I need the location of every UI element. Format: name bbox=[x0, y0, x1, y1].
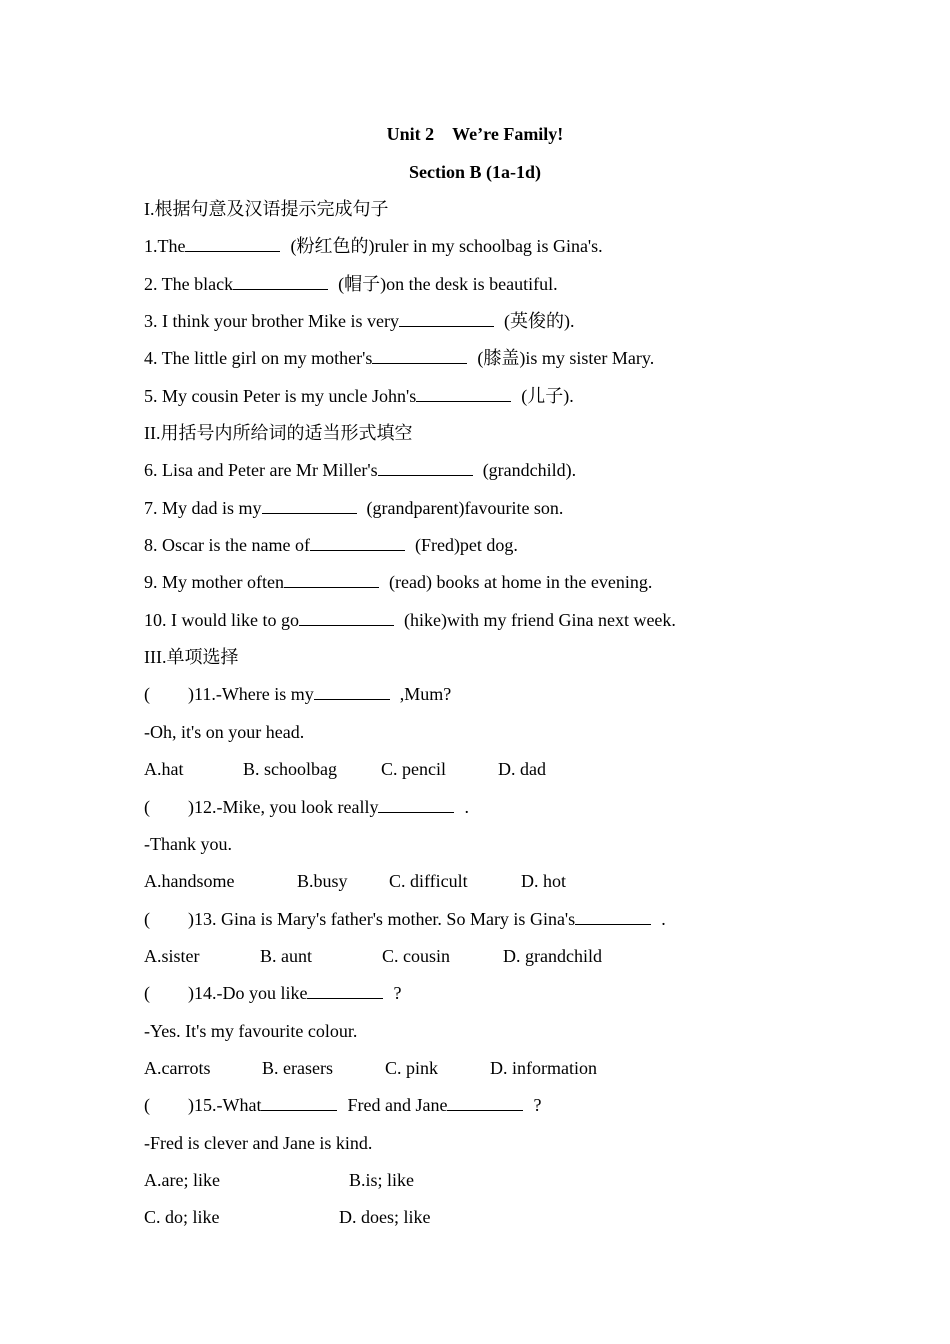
answer-blank[interactable] bbox=[284, 570, 379, 588]
question-hint: (Fred)pet dog. bbox=[414, 535, 518, 555]
question-hint: (膝盖)is my sister Mary. bbox=[477, 348, 655, 368]
answer-bracket[interactable]: ( bbox=[144, 684, 150, 704]
answer-blank[interactable] bbox=[307, 981, 383, 999]
question-9 bbox=[144, 570, 652, 594]
answer-blank[interactable] bbox=[378, 458, 473, 476]
question-15 bbox=[144, 1093, 541, 1117]
option-c[interactable]: C. cousin bbox=[382, 946, 451, 966]
option-a[interactable]: A.carrots bbox=[144, 1058, 211, 1078]
answer-bracket[interactable]: ( bbox=[144, 983, 150, 1003]
answer-bracket[interactable]: ( bbox=[144, 797, 150, 817]
question-hint: (英俊的). bbox=[503, 311, 575, 331]
option-b[interactable]: B.is; like bbox=[349, 1170, 415, 1190]
option-b[interactable]: B. aunt bbox=[260, 946, 312, 966]
question-hint: (hike)with my friend Gina next week. bbox=[404, 610, 676, 630]
question-1 bbox=[144, 234, 603, 258]
question-hint: (grandparent)favourite son. bbox=[366, 498, 564, 518]
question-7 bbox=[144, 496, 563, 520]
section-title: Section B (1a-1d) bbox=[409, 162, 541, 182]
option-b[interactable]: B. schoolbag bbox=[243, 759, 337, 779]
answer-blank[interactable] bbox=[575, 907, 651, 925]
answer-blank[interactable] bbox=[233, 272, 328, 290]
answer-blank[interactable] bbox=[378, 795, 454, 813]
option-b[interactable]: B.busy bbox=[297, 871, 348, 891]
option-c[interactable]: C. do; like bbox=[144, 1207, 220, 1227]
option-d[interactable]: D. dad bbox=[498, 759, 546, 779]
dialogue-answer: -Oh, it's on your head. bbox=[144, 722, 305, 742]
question-4 bbox=[144, 346, 654, 370]
dialogue-answer: -Yes. It's my favourite colour. bbox=[144, 1021, 358, 1041]
question-text: )12.-Mike, you look really bbox=[188, 797, 379, 817]
option-d[interactable]: D. hot bbox=[521, 871, 566, 891]
part3-heading: III.单项选择 bbox=[144, 647, 239, 667]
question-hint: (儿子). bbox=[521, 386, 574, 406]
question-text: 7. My dad is my bbox=[144, 498, 262, 518]
question-text: 3. I think your brother Mike is very bbox=[144, 311, 399, 331]
answer-blank[interactable] bbox=[314, 682, 390, 700]
answer-blank[interactable] bbox=[262, 496, 357, 514]
question-text: 5. My cousin Peter is my uncle John's bbox=[144, 386, 417, 406]
option-d[interactable]: D. does; like bbox=[339, 1207, 431, 1227]
option-a[interactable]: A.sister bbox=[144, 946, 200, 966]
question-text: 10. I would like to go bbox=[144, 610, 299, 630]
answer-blank[interactable] bbox=[299, 608, 394, 626]
question-text-mid: Fred and Jane bbox=[347, 1095, 448, 1115]
option-a[interactable]: A.handsome bbox=[144, 871, 235, 891]
question-text: )11.-Where is my bbox=[188, 684, 314, 704]
question-8 bbox=[144, 533, 518, 557]
question-text: 9. My mother often bbox=[144, 572, 284, 592]
dialogue-answer: -Thank you. bbox=[144, 834, 232, 854]
question-text-end: . bbox=[464, 797, 469, 817]
question-text: 6. Lisa and Peter are Mr Miller's bbox=[144, 460, 378, 480]
question-6 bbox=[144, 458, 576, 482]
answer-bracket[interactable]: ( bbox=[144, 909, 150, 929]
question-hint: (grandchild). bbox=[482, 460, 577, 480]
answer-blank[interactable] bbox=[372, 346, 467, 364]
question-text: 2. The black bbox=[144, 274, 234, 294]
option-c[interactable]: C. pencil bbox=[381, 759, 446, 779]
question-hint: (帽子)on the desk is beautiful. bbox=[338, 274, 558, 294]
option-a[interactable]: A.hat bbox=[144, 759, 184, 779]
dialogue-answer: -Fred is clever and Jane is kind. bbox=[144, 1133, 373, 1153]
question-3 bbox=[144, 309, 574, 333]
question-text: 1.The bbox=[144, 236, 186, 256]
question-5 bbox=[144, 384, 574, 408]
question-text-end: . bbox=[661, 909, 666, 929]
question-text-end: ? bbox=[393, 983, 402, 1003]
question-text: )15.-What bbox=[188, 1095, 262, 1115]
question-hint: (read) books at home in the evening. bbox=[388, 572, 653, 592]
part1-heading: I.根据句意及汉语提示完成句子 bbox=[144, 199, 389, 219]
unit-title: Unit 2 We’re Family! bbox=[386, 124, 564, 144]
question-text-end: ? bbox=[533, 1095, 542, 1115]
answer-blank[interactable] bbox=[447, 1093, 523, 1111]
answer-blank[interactable] bbox=[310, 533, 405, 551]
question-12 bbox=[144, 795, 469, 819]
option-c[interactable]: C. difficult bbox=[389, 871, 468, 891]
option-b[interactable]: B. erasers bbox=[262, 1058, 333, 1078]
question-11 bbox=[144, 682, 451, 706]
option-d[interactable]: D. information bbox=[490, 1058, 597, 1078]
option-d[interactable]: D. grandchild bbox=[503, 946, 602, 966]
question-text: 8. Oscar is the name of bbox=[144, 535, 310, 555]
part2-heading: II.用括号内所给词的适当形式填空 bbox=[144, 423, 413, 443]
answer-blank[interactable] bbox=[399, 309, 494, 327]
question-13 bbox=[144, 907, 666, 931]
question-text: )13. Gina is Mary's father's mother. So Mary is Gina's bbox=[188, 909, 576, 929]
question-14 bbox=[144, 981, 401, 1005]
question-text: )14.-Do you like bbox=[188, 983, 308, 1003]
answer-blank[interactable] bbox=[416, 384, 511, 402]
option-a[interactable]: A.are; like bbox=[144, 1170, 220, 1190]
question-text-end: ,Mum? bbox=[399, 684, 452, 704]
question-2 bbox=[144, 272, 558, 296]
answer-bracket[interactable]: ( bbox=[144, 1095, 150, 1115]
question-10 bbox=[144, 608, 676, 632]
question-text: 4. The little girl on my mother's bbox=[144, 348, 373, 368]
answer-blank[interactable] bbox=[261, 1093, 337, 1111]
answer-blank[interactable] bbox=[185, 234, 280, 252]
question-hint: (粉红色的)ruler in my schoolbag is Gina's. bbox=[290, 236, 603, 256]
option-c[interactable]: C. pink bbox=[385, 1058, 439, 1078]
